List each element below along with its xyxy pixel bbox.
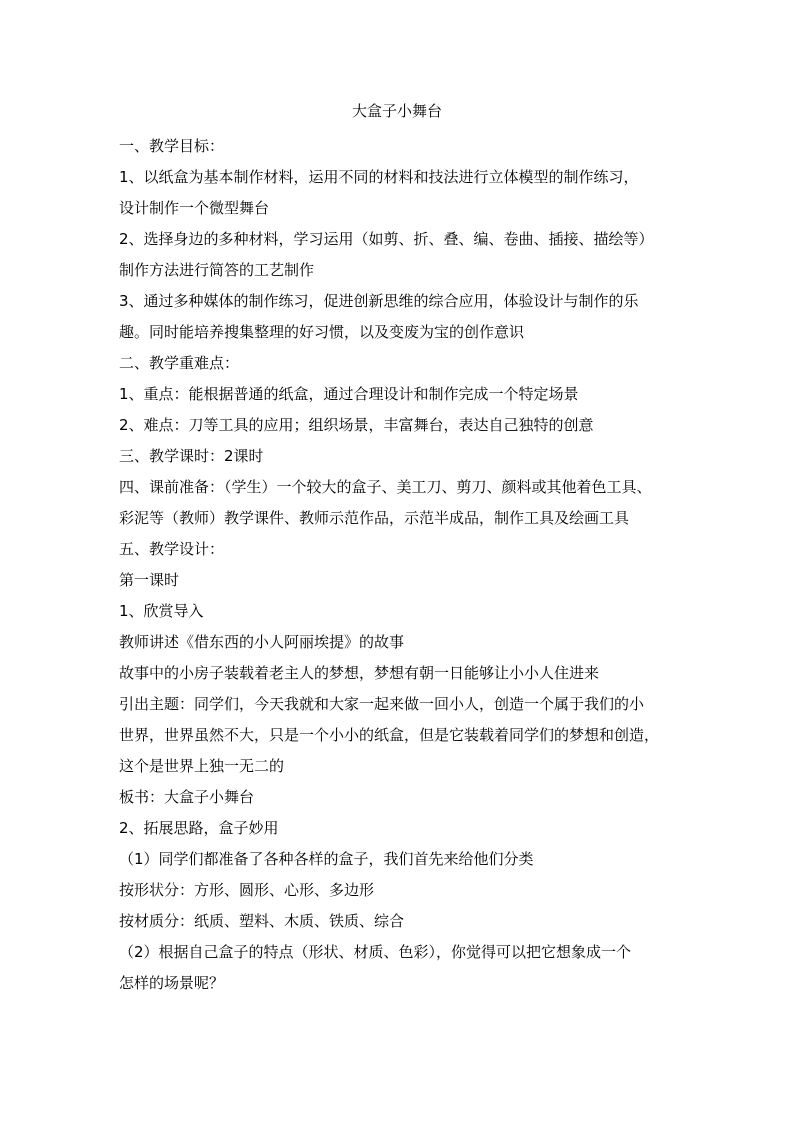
paragraph-line: 这个是世界上独一无二的 xyxy=(119,757,285,775)
paragraph-line: 故事中的小房子装载着老主人的梦想，梦想有朝一日能够让小小人住进来 xyxy=(119,664,600,682)
paragraph-line: 按形状分：方形、圆形、心形、多边形 xyxy=(119,881,375,899)
document-body xyxy=(119,131,679,999)
paragraph-line: 趣。同时能培养搜集整理的好习惯，以及变废为宝的创作意识 xyxy=(119,323,525,341)
paragraph-line: 彩泥等（教师）教学课件、教师示范作品，示范半成品，制作工具及绘画工具 xyxy=(119,509,630,527)
section-heading-design: 五、教学设计： xyxy=(119,540,225,558)
section-heading-objectives: 一、教学目标： xyxy=(119,137,225,155)
section-heading-key-points: 二、教学重难点： xyxy=(119,354,240,372)
paragraph-line: 1、重点：能根据普通的纸盒，通过合理设计和制作完成一个特定场景 xyxy=(119,385,579,403)
paragraph-line: 3、通过多种媒体的制作练习，促进创新思维的综合应用，体验设计与制作的乐 xyxy=(119,292,639,310)
subheading-appreciation: 1、欣赏导入 xyxy=(119,602,204,620)
paragraph-line: 引出主题：同学们，今天我就和大家一起来做一回小人，创造一个属于我们的小 xyxy=(119,695,645,713)
paragraph-line: 世界，世界虽然不大，只是一个小小的纸盒，但是它装载着同学们的梦想和创造， xyxy=(119,726,660,744)
paragraph-line: 按材质分：纸质、塑料、木质、铁质、综合 xyxy=(119,912,405,930)
paragraph-line: 板书：大盒子小舞台 xyxy=(119,788,255,806)
paragraph-line: 设计制作一个微型舞台 xyxy=(119,199,270,217)
paragraph-line: 教师讲述《借东西的小人阿丽埃提》的故事 xyxy=(119,633,405,651)
paragraph-line: （2）根据自己盒子的特点（形状、材质、色彩），你觉得可以把它想象成一个 xyxy=(119,943,632,961)
section-heading-preparation: 四、课前准备：（学生）一个较大的盒子、美工刀、剪刀、颜料或其他着色工具、 xyxy=(119,478,652,496)
paragraph-line: 2、选择身边的多种材料，学习运用（如剪、折、叠、编、卷曲、插接、描绘等） xyxy=(119,230,654,248)
subheading-first-lesson: 第一课时 xyxy=(119,571,180,589)
paragraph-line: （1）同学们都准备了各种各样的盒子，我们首先来给他们分类 xyxy=(119,850,534,868)
paragraph-line: 制作方法进行简答的工艺制作 xyxy=(119,261,315,279)
subheading-expand-ideas: 2、拓展思路，盒子妙用 xyxy=(119,819,279,837)
paragraph-line: 怎样的场景呢？ xyxy=(119,974,225,992)
paragraph-line: 1、以纸盒为基本制作材料，运用不同的材料和技法进行立体模型的制作练习， xyxy=(119,168,639,186)
section-heading-class-hours: 三、教学课时：2课时 xyxy=(119,447,264,465)
paragraph-line: 2、难点：刀等工具的应用；组织场景，丰富舞台，表达自己独特的创意 xyxy=(119,416,594,434)
document-title: 大盒子小舞台 xyxy=(351,102,442,120)
